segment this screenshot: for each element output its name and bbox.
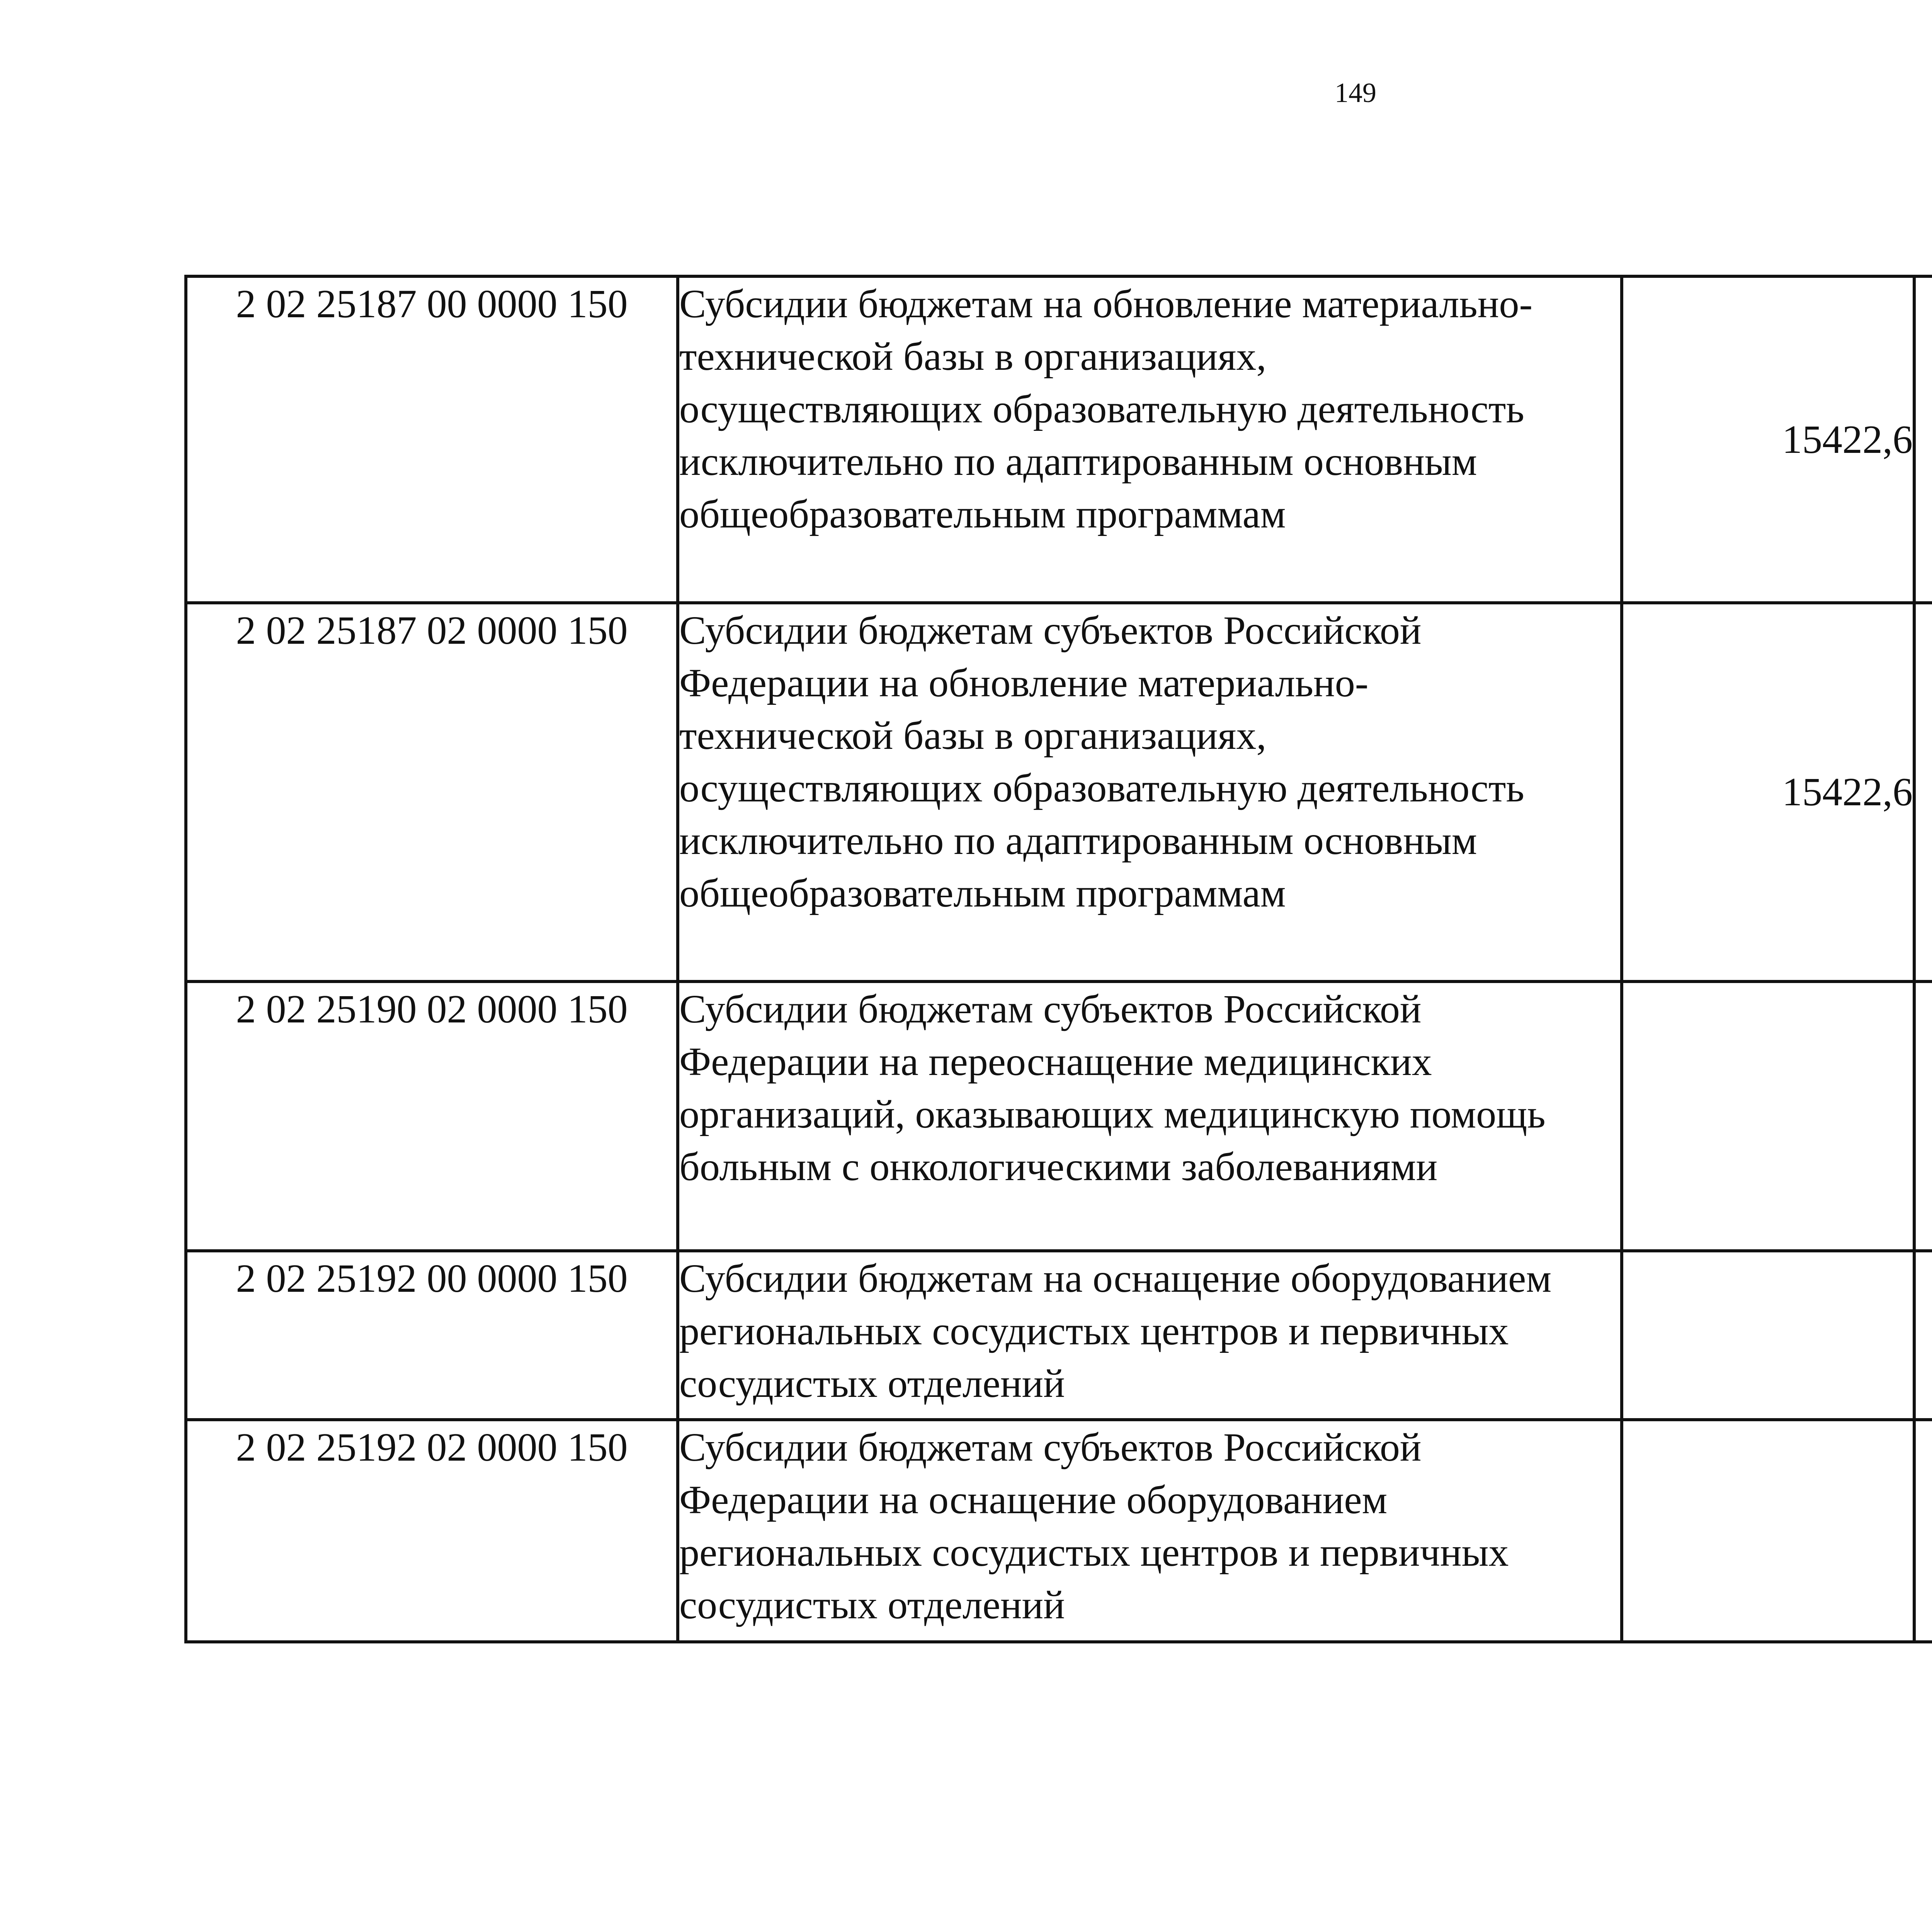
table-row [186,1251,1932,1420]
income-name-line: Федерации на оснащение оборудованием [679,1478,1388,1522]
income-name-line: Субсидии бюджетам субъектов Российской [679,987,1422,1031]
table-row [186,276,1932,603]
income-name-line: Субсидии бюджетам субъектов Российской [679,1425,1422,1470]
income-name-line: Субсидии бюджетам на обновление материально- [679,282,1533,326]
table-row [186,1420,1932,1642]
table-row [186,603,1932,981]
budget-code-cell: 2 02 25190 02 0000 150 [186,981,678,1251]
amount-cell-1 [1622,981,1914,1251]
budget-code-cell: 2 02 25187 02 0000 150 [186,603,678,981]
income-name-cell [678,1251,1622,1420]
amount-cell-2 [1914,1420,1932,1642]
income-name-line: региональных сосудистых центров и первичных [679,1530,1509,1575]
income-name-line: общеобразовательным программам [679,871,1286,915]
amount-cell-2 [1914,1251,1932,1420]
income-name-line: сосудистых отделений [679,1583,1065,1627]
income-name-cell [678,603,1622,981]
income-name-line: сосудистых отделений [679,1361,1065,1406]
income-name-line: осуществляющих образовательную деятельность [679,387,1524,431]
amount-cell-1: 15422,6 [1622,603,1914,981]
income-name-cell [678,981,1622,1251]
income-name-line: технической базы в организациях, [679,334,1267,379]
budget-code-cell: 2 02 25187 00 0000 150 [186,276,678,603]
amount-cell-1 [1622,1251,1914,1420]
income-name-line: Субсидии бюджетам на оснащение оборудованием [679,1256,1552,1301]
income-name-cell [678,276,1622,603]
income-name-line: больным с онкологическими заболеваниями [679,1145,1438,1189]
budget-code-cell: 2 02 25192 00 0000 150 [186,1251,678,1420]
income-name-line: осуществляющих образовательную деятельность [679,766,1524,810]
amount-cell-2 [1914,981,1932,1251]
budget-code-cell: 2 02 25192 02 0000 150 [186,1420,678,1642]
budget-revenue-table [184,275,1932,1643]
amount-cell-2 [1914,603,1932,981]
income-name-line: исключительно по адаптированным основным [679,818,1477,863]
income-name-line: технической базы в организациях, [679,713,1267,758]
income-name-cell [678,1420,1622,1642]
table-row [186,981,1932,1251]
income-name-line: Субсидии бюджетам субъектов Российской [679,608,1422,653]
amount-cell-1: 15422,6 [1622,276,1914,603]
income-name-line: исключительно по адаптированным основным [679,439,1477,484]
income-name-line: Федерации на переоснащение медицинских [679,1039,1432,1084]
page-number: 149 [1335,77,1376,108]
income-name-line: общеобразовательным программам [679,492,1286,536]
income-name-line: Федерации на обновление материально- [679,661,1369,705]
amount-cell-2 [1914,276,1932,603]
amount-cell-1 [1622,1420,1914,1642]
income-name-line: организаций, оказывающих медицинскую помощь [679,1092,1546,1136]
income-name-line: региональных сосудистых центров и первичных [679,1309,1509,1353]
